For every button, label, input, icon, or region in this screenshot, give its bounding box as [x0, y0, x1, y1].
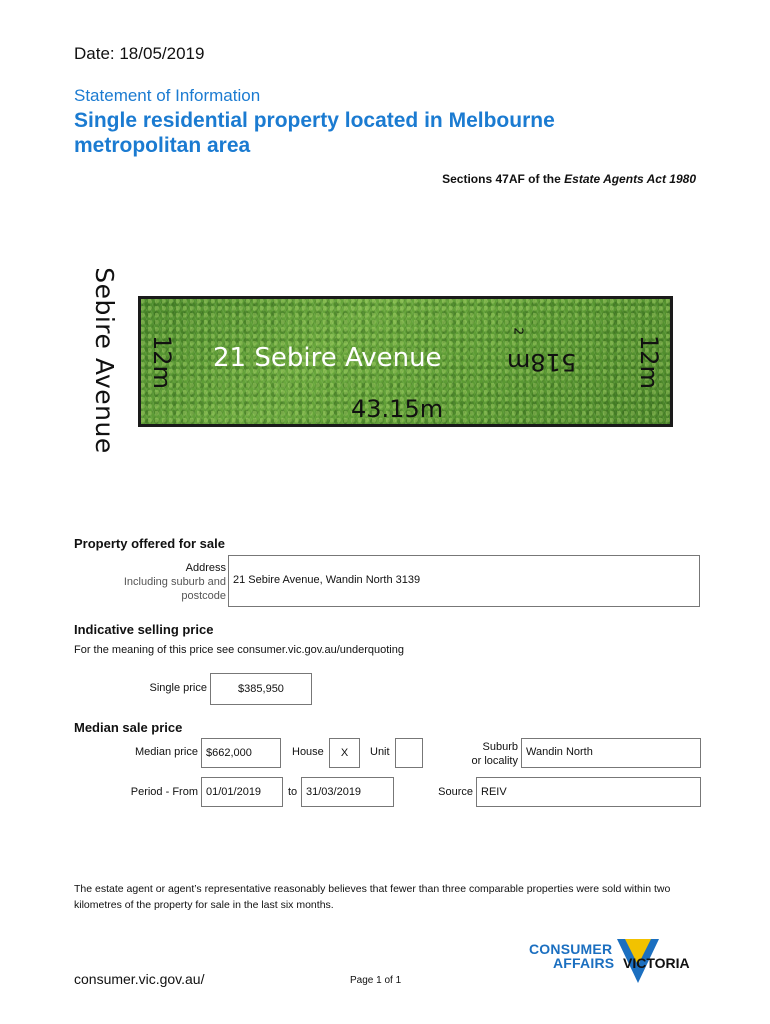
single-price-field[interactable]: $385,950	[210, 673, 312, 705]
lot-width: 43.15m	[351, 395, 444, 423]
address-label: Address Including suburb and postcode	[123, 562, 226, 602]
source-field[interactable]: REIV	[476, 777, 701, 807]
document-title: Single residential property located in Melbourne metropolitan area	[74, 109, 555, 157]
median-price-label: Median price	[135, 746, 198, 758]
period-to-field[interactable]: 31/03/2019	[301, 777, 394, 807]
median-heading: Median sale price	[74, 720, 183, 735]
unit-checkbox[interactable]	[395, 738, 423, 768]
legislation-reference	[442, 172, 696, 186]
source-label: Source	[438, 786, 473, 798]
lot-plan	[138, 296, 673, 427]
logo-line-1: CONSUMER	[529, 941, 613, 957]
document-kicker: Statement of Information	[74, 86, 261, 105]
lot-left-length: 12m	[148, 334, 177, 389]
logo-line-2: AFFAIRS	[553, 955, 615, 971]
lot-right-length: 12m	[635, 334, 664, 389]
single-price-label: Single price	[149, 682, 207, 694]
unit-label: Unit	[370, 746, 390, 758]
legislation-act: Estate Agents Act 1980	[564, 172, 696, 186]
suburb-label: Suburb or locality	[471, 741, 518, 767]
indicative-heading: Indicative selling price	[74, 622, 214, 637]
lot-area: 518m $^2$	[507, 326, 577, 376]
lot-address-label: 21 Sebire Avenue	[213, 343, 442, 373]
period-from-field[interactable]: 01/01/2019	[201, 777, 283, 807]
suburb-field[interactable]: Wandin North	[521, 738, 701, 768]
consumer-affairs-victoria-logo	[527, 937, 707, 987]
document-date: Date: 18/05/2019	[74, 44, 205, 63]
house-checkbox[interactable]: X	[329, 738, 360, 768]
legislation-prefix: Sections 47AF of the	[442, 172, 565, 186]
logo-line-3: VICTORIA	[623, 955, 690, 971]
period-to-label: to	[288, 786, 298, 798]
indicative-note: For the meaning of this price see consumer.vic.gov.au/underquoting	[74, 644, 404, 656]
page-number: Page 1 of 1	[350, 975, 402, 986]
footer-url: consumer.vic.gov.au/	[74, 971, 205, 987]
median-price-field[interactable]: $662,000	[201, 738, 281, 768]
comparable-properties-disclaimer: The estate agent or agent’s representative reasonably believes that fewer than three comparable properties were sold within two kilometres of the property for sale in the last six months.	[74, 883, 671, 911]
house-label: House	[292, 746, 324, 758]
street-name-label: Sebire Avenue	[89, 266, 119, 454]
address-field[interactable]: 21 Sebire Avenue, Wandin North 3139	[228, 555, 700, 607]
property-heading: Property offered for sale	[74, 536, 225, 551]
period-from-label: Period - From	[130, 786, 198, 798]
